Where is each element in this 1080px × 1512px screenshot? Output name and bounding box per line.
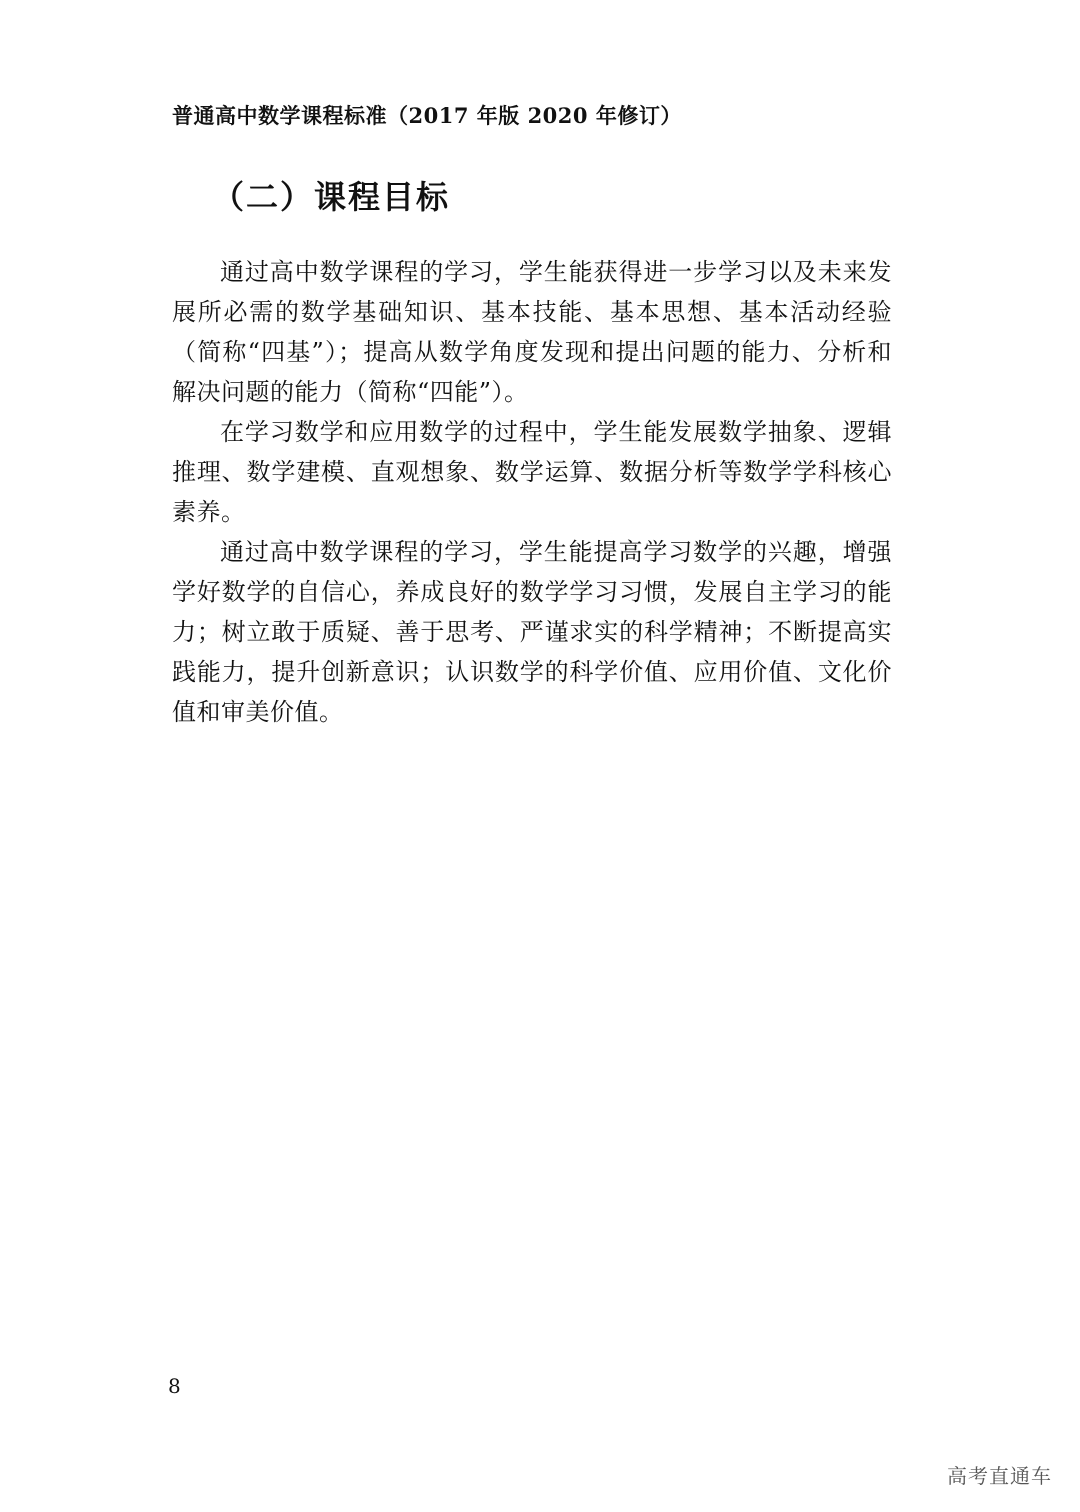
watermark: 高考直通车 bbox=[947, 1464, 1052, 1488]
paragraph-2: 在学习数学和应用数学的过程中，学生能发展数学抽象、逻辑推理、数学建模、直观想象、数学运算、数据分析等数学学科核心素养。 bbox=[172, 418, 892, 526]
section-heading: （二）课程目标 bbox=[212, 178, 451, 216]
body-text bbox=[172, 252, 892, 732]
running-header: 普通高中数学课程标准（2017 年版 2020 年修订） bbox=[172, 103, 682, 128]
paragraph-3: 通过高中数学课程的学习，学生能提高学习数学的兴趣，增强学好数学的自信心，养成良好的数学学习习惯，发展自主学习的能力；树立敢于质疑、善于思考、严谨求实的科学精神；不断提高实践能力，提升创新意识；认识数学的科学价值、应用价值、文化价值和审美价值。 bbox=[172, 538, 892, 726]
page-number: 8 bbox=[168, 1374, 181, 1398]
paragraph-1: 通过高中数学课程的学习，学生能获得进一步学习以及未来发展所必需的数学基础知识、基本技能、基本思想、基本活动经验（简称“四基”）；提高从数学角度发现和提出问题的能力、分析和解决问题的能力（简称“四能”）。 bbox=[172, 258, 892, 406]
